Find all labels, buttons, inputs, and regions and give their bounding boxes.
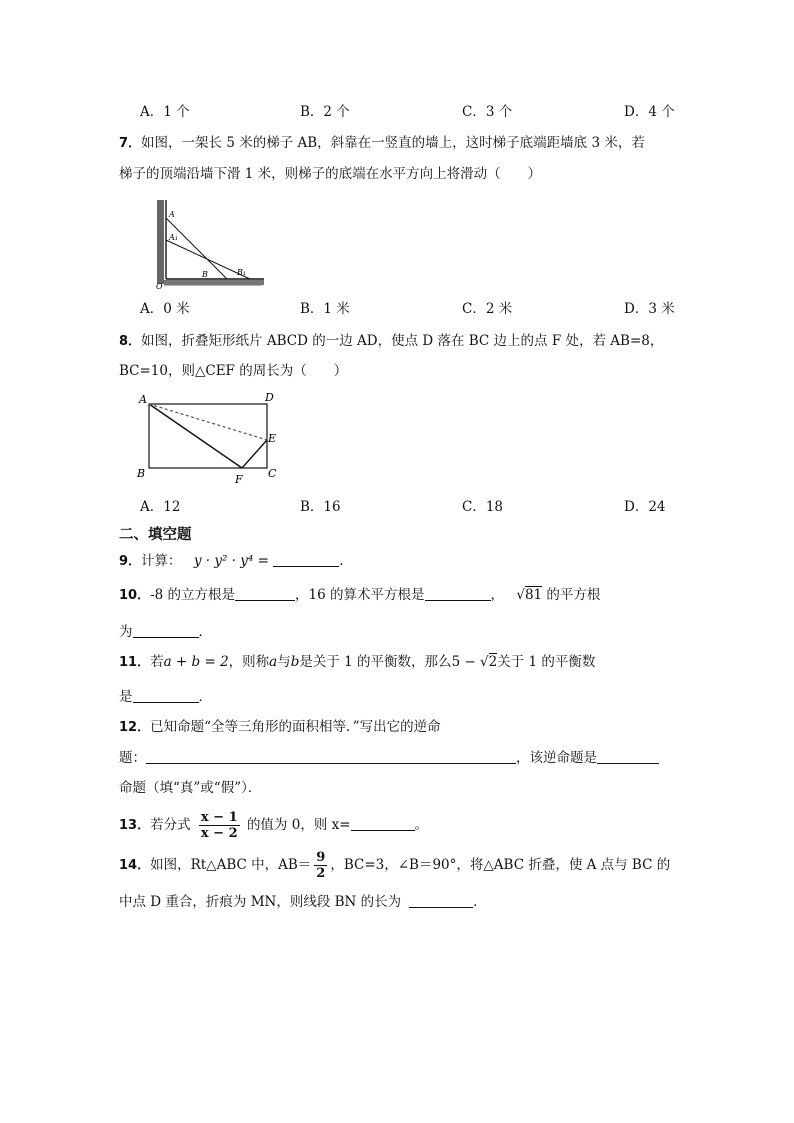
q12-line3: 命题（填“真”或“假”）． <box>119 780 262 796</box>
q8-label-E: E <box>268 432 277 445</box>
section-fill-in-blank-heading: 二、填空题 <box>119 527 192 543</box>
q12-text-2: 题： <box>119 750 146 766</box>
q7-label-B1: B₁ <box>237 268 247 277</box>
q10-sqrt-radicand: 81 <box>524 587 543 603</box>
q7-label-A: A <box>169 210 175 219</box>
q8-label-C: C <box>268 467 277 480</box>
q11-line1 <box>119 653 595 672</box>
q13-numerator: x − 1 <box>200 810 238 825</box>
q6-option-b: B．2 个 <box>300 104 350 120</box>
q10-text-3: ， <box>490 587 505 603</box>
q8-option-a: A．12 <box>140 499 181 515</box>
q11-expr-pre: 5 − <box>451 654 481 670</box>
q7-label-O: O <box>156 282 163 290</box>
q14-text-1: 如图，Rt△ABC 中，AB＝ <box>150 857 312 873</box>
q14-denominator: 2 <box>316 866 326 881</box>
q10-line1 <box>119 586 600 605</box>
q8-label-D: D <box>265 391 274 404</box>
q14-end: ． <box>473 894 487 910</box>
q9-expression: y · y² · y⁴ = <box>193 553 269 569</box>
q11-text-4: 是关于 1 的平衡数，那么 <box>299 654 452 670</box>
q8-label-B: B <box>137 467 146 480</box>
q8-rectangle-figure <box>134 388 284 488</box>
q12-text-3: ，该逆命题是 <box>516 750 597 766</box>
q11-text-6: 是 <box>119 689 133 705</box>
q10-text-5: 为 <box>119 624 133 640</box>
q7-line1 <box>119 134 645 153</box>
q8-label-F: F <box>235 473 243 486</box>
q13-text-2: 的值为 0，则 x= <box>246 817 351 833</box>
q10-text-1: -8 的立方根是 <box>150 587 236 603</box>
q11-number: 11． <box>119 655 151 670</box>
q14-numerator: 9 <box>316 850 326 865</box>
q12-line2 <box>119 749 659 767</box>
q9-line <box>119 552 344 571</box>
q14-line2 <box>119 893 487 911</box>
q8-line2: BC=10，则△CEF 的周长为（ ） <box>119 363 348 379</box>
q8-option-b: B．16 <box>300 499 341 515</box>
q14-text-3: 中点 D 重合，折痕为 MN，则线段 BN 的长为 <box>119 894 402 910</box>
q10-line2 <box>119 623 212 641</box>
q11-var-b: b <box>290 654 300 670</box>
q11-blank[interactable] <box>133 688 199 703</box>
q13-number: 13． <box>119 818 151 833</box>
q12-blank-2[interactable] <box>597 749 659 764</box>
q8-option-c: C．18 <box>462 499 504 515</box>
q9-answer-blank[interactable] <box>273 552 339 567</box>
q8-option-d: D．24 <box>624 499 666 515</box>
q10-end: ． <box>198 624 212 640</box>
q10-sqrt-symbol: √ <box>516 587 525 603</box>
q10-number: 10． <box>119 588 151 603</box>
q13-blank[interactable] <box>351 816 415 831</box>
q12-number: 12． <box>119 720 151 735</box>
q11-equation: a + b = 2 <box>163 654 229 670</box>
q11-text-1: 若 <box>150 654 164 670</box>
q14-text-2: ，BC=3，∠B＝90°，将△ABC 折叠，使 A 点与 BC 的 <box>330 857 671 873</box>
q14-number: 14． <box>119 858 151 873</box>
q14-blank[interactable] <box>409 893 473 908</box>
q7-option-a: A．0 米 <box>140 301 190 317</box>
q7-option-d: D．3 米 <box>624 301 675 317</box>
q14-line1 <box>119 848 670 883</box>
q10-blank-1[interactable] <box>235 586 295 601</box>
q13-text-1: 若分式 <box>150 817 191 833</box>
q8-label-A: A <box>139 393 147 406</box>
q11-var-a: a <box>269 654 278 670</box>
q13-denominator: x − 2 <box>200 826 238 841</box>
q9-end: . <box>339 553 344 569</box>
q13-end: 。 <box>414 817 429 833</box>
q7-label-A1: A₁ <box>169 233 178 242</box>
q7-option-c: C．2 米 <box>462 301 513 317</box>
q7-label-B: B <box>202 270 208 279</box>
q8-line1 <box>119 332 663 351</box>
q11-sqrt-symbol: √ <box>480 654 489 670</box>
q6-option-c: C．3 个 <box>462 104 513 120</box>
q9-number: 9． <box>119 554 142 569</box>
q6-option-d: D．4 个 <box>624 104 675 120</box>
q7-ladder-figure <box>150 196 270 290</box>
q12-line1 <box>119 718 441 737</box>
q7-option-b: B．1 米 <box>300 301 350 317</box>
q11-text-3: 与 <box>277 654 291 670</box>
q9-text: 计算： <box>141 553 182 569</box>
q7-line2: 梯子的顶端沿墙下滑 1 米，则梯子的底端在水平方向上将滑动（ ） <box>119 166 542 182</box>
q10-blank-2[interactable] <box>425 586 491 601</box>
q11-line2 <box>119 688 212 706</box>
q7-text-1: 如图，一架长 5 米的梯子 AB，斜靠在一竖直的墙上，这时梯子底端距墙底 3 米，若 <box>141 135 645 151</box>
q10-blank-3[interactable] <box>133 623 199 638</box>
q13-line <box>119 808 428 843</box>
q8-number: 8． <box>119 334 142 349</box>
q12-blank-1[interactable] <box>146 749 516 764</box>
q11-end: ． <box>198 689 212 705</box>
q10-text-4: 的平方根 <box>542 587 601 603</box>
q7-number: 7． <box>119 136 142 151</box>
q11-text-2: ，则称 <box>228 654 270 670</box>
q14-fraction <box>314 850 327 881</box>
q6-option-a: A．1 个 <box>140 104 190 120</box>
q12-text-1: 已知命题“全等三角形的面积相等．”写出它的逆命 <box>150 719 441 735</box>
q10-text-2: ，16 的算术平方根是 <box>295 587 425 603</box>
q8-text-1: 如图，折叠矩形纸片 ABCD 的一边 AD，使点 D 落在 BC 边上的点 F 处，若 AB=8， <box>141 333 664 349</box>
q11-text-5: 关于 1 的平衡数 <box>497 654 596 670</box>
q11-sqrt-radicand: 2 <box>488 654 498 670</box>
q13-fraction <box>199 810 240 841</box>
